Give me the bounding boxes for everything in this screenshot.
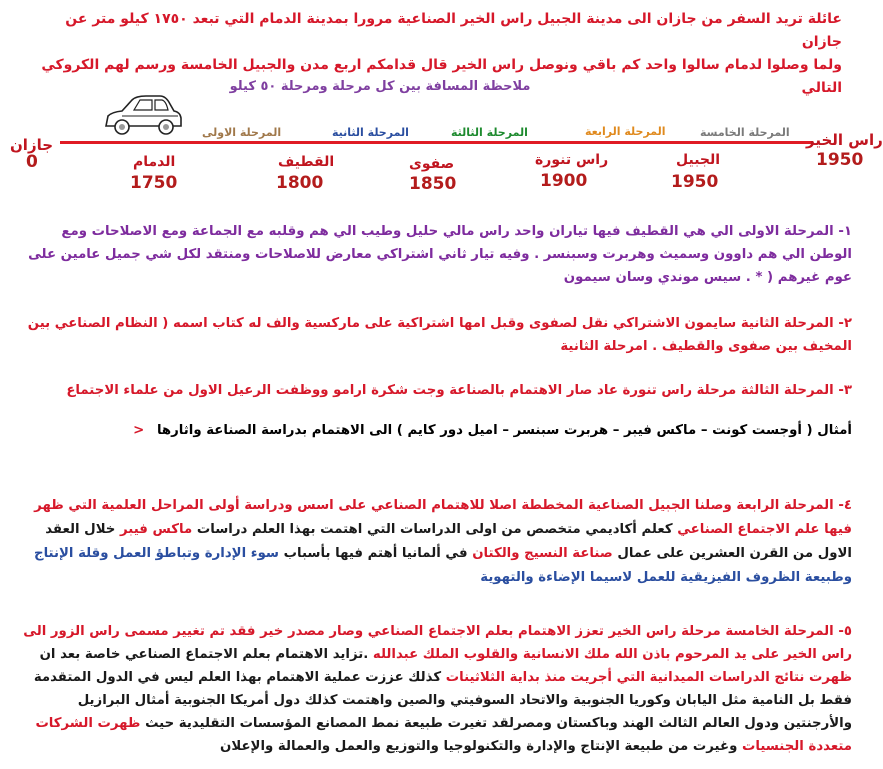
- stage-3-examples-text: أمثال ( أوجست كونت – ماكس فيبر – هربرت سبنسر – اميل دور كايم ) الى الاهتمام بدراسة الصناعة واثارها: [156, 423, 852, 438]
- city-jubail: الجبيل: [676, 152, 721, 168]
- car-icon: [102, 92, 184, 138]
- stage-4-text-c: في ألمانيا أهتم فيها بأسباب: [278, 546, 473, 561]
- stage-5-intro: ٥- المرحلة الخامسة مرحلة راس الخير تعزز الاهتمام بعلم الاجتماع الصناعي وصار مصدر خير فقد تم تغيير مسمى راس الزور الى راس الخير على يد المرحوم باذن الله ملك الانسانية والقلوب الملك عبدالله: [23, 624, 852, 662]
- arrow-marker: <: [133, 423, 145, 438]
- stage-2-paragraph: ٢- المرحلة الثانية سايمون الاشتراكي نقل لصفوى وقبل امها اشتراكية على ماركسية والف له كتاب اسمه ( النظام الصناعي بين المخيف بين صفوى والقطيف . امرحلة الثانية: [27, 316, 852, 354]
- distance-note: ملاحظة المسافة بين كل مرحلة ومرحلة ٥٠ كيلو: [229, 79, 531, 94]
- stage-5-paragraph: [20, 620, 852, 758]
- endpoint-ras-alkhair: راس الخير: [806, 131, 883, 149]
- city-dammam-distance: 1750: [130, 173, 178, 193]
- textile-highlight: صناعة النسيج والكتان: [472, 546, 613, 561]
- stage-5-text-a: .تزايد الاهتمام بعلم الاجتماع الصناعي خاصة بعد ان: [39, 647, 373, 662]
- city-ras-tanura: راس تنورة: [535, 152, 609, 168]
- endpoint-jazan-distance: 0: [26, 152, 38, 172]
- intro-line-1: عائلة تريد السفر من جازان الى مدينة الجبيل راس الخير الصناعية مرورا بمدينة الدمام التي تبعد ١٧٥٠ كيلو متر عن جازان: [65, 11, 842, 50]
- city-dammam: الدمام: [133, 154, 176, 170]
- endpoint-ras-alkhair-distance: 1950: [816, 150, 864, 170]
- stage-label-2: المرحلة الثانية: [332, 126, 409, 139]
- stage-4-text-a: كعلم أكاديمي متخصص من اولى الدراسات التي اهتمت بهذا العلم دراسات: [192, 522, 678, 537]
- stage-5-text-b: كذلك عززت عملية الاهتمام بهذا العلم ليس في الدول المتقدمة فقط بل النامية مثل اليابان وكوريا الجنوبية والاتحاد السوفيتي والصين واهتمت كذلك دول أمريكا الجنوبية أمثال البرازيل والأرجنتين ودول العالم الثالث الهند وباكستان ومصرلقد تغيرت طبيعة نمط المصانع المؤسسات التقليدية حيث: [33, 670, 852, 731]
- city-qatif-distance: 1800: [276, 173, 324, 193]
- stage-label-5: المرحلة الخامسة: [700, 126, 790, 139]
- city-ras-tanura-distance: 1900: [540, 171, 588, 191]
- stage-label-1: المرحلة الاولى: [202, 126, 282, 139]
- city-safwa-distance: 1850: [409, 174, 457, 194]
- stage-3-paragraph: ٣- المرحلة الثالثة مرحلة راس تنورة عاد صار الاهتمام بالصناعة وجت شكرة ارامو ووظفت الرعيل الاول من علماء الاجتماع: [66, 383, 852, 398]
- stage-label-3: المرحلة الثالثة: [451, 126, 528, 139]
- stage-label-4: المرحلة الرابعة: [585, 125, 666, 138]
- multinational-highlight: ظهرت الشركات متعددة الجنسيات: [35, 716, 852, 754]
- max-weber-highlight: ماكس فيبر: [120, 522, 193, 537]
- city-qatif: القطيف: [278, 154, 335, 170]
- endpoint-jazan: جازان: [10, 136, 54, 154]
- stage-4-paragraph: [20, 494, 852, 590]
- stage-3-examples: [20, 420, 852, 441]
- stage-5-text-c: وغيرت من طبيعة الإنتاج والإدارة والتكنولوجيا والتوزيع والعمل والعمالة والإعلان: [220, 739, 742, 754]
- field-studies-highlight: ظهرت نتائج الدراسات الميدانية التي أجريت منذ بداية الثلاثينات: [445, 670, 852, 685]
- stage-4-text-b: خلال العقد الاول من القرن العشرين على عمال: [45, 522, 852, 561]
- route-line: [60, 141, 812, 144]
- stage-4-intro: ٤- المرحلة الرابعة وصلنا الجبيل الصناعية المخططة اصلا للاهتمام الصناعي على اسس ودراسة أولى المراحل العلمية التي ظهر فيها علم الاجتماع الصناعي: [34, 498, 852, 537]
- intro-line-2: ولما وصلوا لدمام سالوا واحد كم باقي ونوصل راس الخير قال قدامكم اربع مدن والجبيل الخامسة ورسم لهم الكروكي التالي: [41, 57, 842, 96]
- city-jubail-distance: 1950: [671, 172, 719, 192]
- stage-1-paragraph: ١- المرحلة الاولى الي هي القطيف فيها تياران واحد راس مالي حليل وطيب الي هم وقلبه مع الجماعة ومع الاصلاحات ومع الوطن الي هم داوون وسميث وهربرت وسبنسر . وفيه تيار ثاني اشتراكي معارض للاصلاحات ومنتقد لكل شي جميل عامين على عوم غيرهم ( * . سيس موندي وسان سيمون: [28, 224, 852, 285]
- city-safwa: صفوى: [409, 156, 455, 172]
- causes-highlight: سوء الإدارة وتباطؤ العمل وقلة الإنتاج وطبيعة الظروف الفيزيقية للعمل لاسيما الإضاءة والتهوية: [33, 546, 852, 585]
